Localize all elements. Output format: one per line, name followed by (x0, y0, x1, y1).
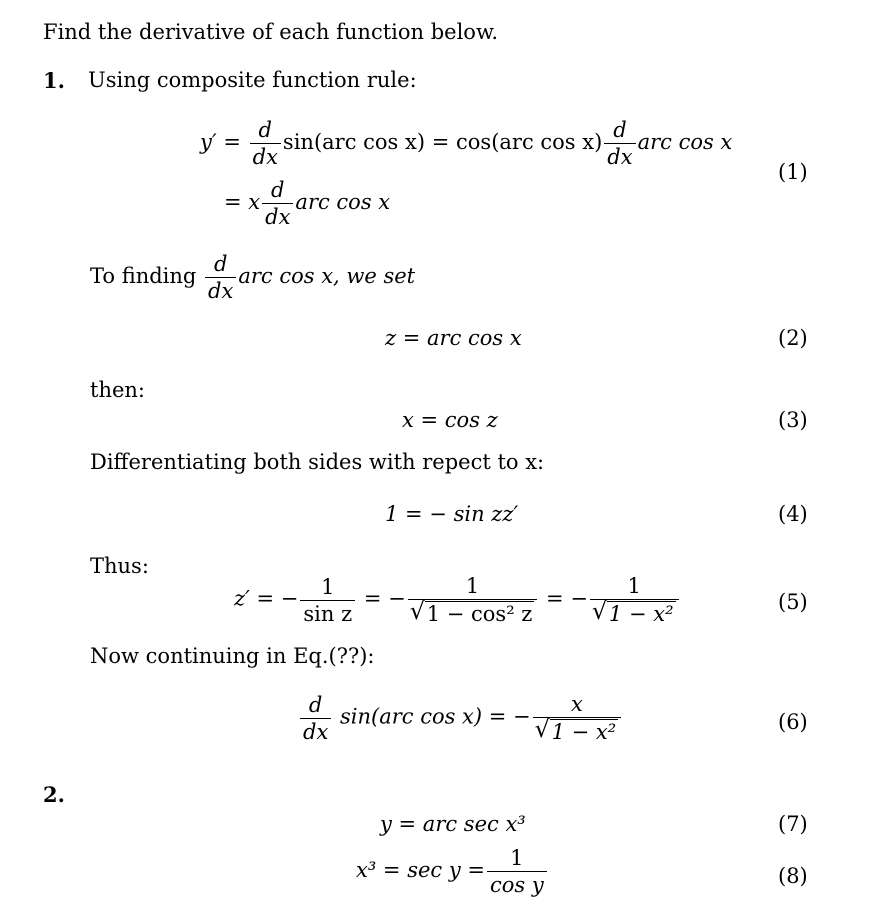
finding-sentence (90, 252, 415, 303)
thus-text: Thus: (90, 554, 149, 578)
equation-5 (234, 574, 681, 626)
frac-denominator: sin z (303, 601, 353, 626)
equation-number-5: (5) (778, 590, 808, 614)
eq1-lhs: y′ (200, 130, 217, 155)
finding-pre: To finding (90, 264, 197, 289)
eq5-fraction-3 (590, 574, 679, 626)
frac-numerator: 1 (487, 846, 547, 872)
frac-denominator: dx (208, 279, 234, 304)
eq1-equals: = (223, 130, 241, 155)
equation-1-line-1 (200, 118, 732, 169)
eq1-arccos-x: arc cos x (637, 130, 733, 155)
finding-post: arc cos x, we set (238, 264, 416, 289)
eq5-mid-2: = − (546, 586, 588, 611)
frac-numerator: d (250, 118, 281, 144)
eq1-equals-2: = (431, 130, 450, 155)
frac-numerator: d (604, 118, 635, 144)
item-1-number: 1. (43, 68, 65, 93)
eq1-d-dx-fraction-2 (604, 118, 635, 169)
equation-number-8: (8) (778, 864, 808, 888)
eq8-lhs: x³ = sec y = (356, 858, 485, 883)
eq5-fraction-1 (300, 575, 355, 626)
sqrt-symbol (593, 601, 676, 626)
frac-numerator: d (300, 693, 331, 719)
equation-7: y = arc sec x³ (380, 812, 526, 836)
eq6-d-dx-fraction (300, 693, 331, 744)
frac-numerator: 1 (408, 574, 538, 600)
frac-numerator: d (205, 252, 236, 278)
equation-number-1: (1) (778, 160, 808, 184)
then-text: then: (90, 378, 145, 402)
sqrt-symbol (536, 719, 619, 744)
equation-number-4: (4) (778, 502, 808, 526)
eq1-d-dx-fraction (250, 118, 281, 169)
sqrt-symbol (411, 601, 535, 626)
eq8-fraction (487, 846, 547, 897)
frac-numerator: d (262, 178, 293, 204)
equation-number-3: (3) (778, 408, 808, 432)
intro-text: Find the derivative of each function below. (43, 20, 499, 44)
item-2-number: 2. (43, 782, 65, 807)
eq1-sin-arccos: sin(arc cos x) (282, 130, 426, 155)
eq5-mid: = − (363, 586, 406, 611)
eq5-lhs: z′ = − (234, 586, 299, 611)
radicand: 1 − x² (608, 602, 674, 627)
equation-number-7: (7) (778, 812, 808, 836)
frac-denominator: dx (252, 145, 278, 170)
equation-number-2: (2) (778, 326, 808, 350)
radicand: 1 − cos² z (426, 602, 533, 627)
eq1-line2-suffix: arc cos x (295, 190, 391, 215)
equation-6 (298, 692, 623, 744)
continuing-text: Now continuing in Eq.(??): (90, 644, 375, 668)
frac-denominator: dx (607, 145, 633, 170)
equation-3: x = cos z (402, 408, 498, 432)
eq6-body: sin(arc cos x) = − (339, 704, 531, 729)
equation-number-6: (6) (778, 710, 808, 734)
frac-numerator: 1 (300, 575, 355, 601)
equation-2: z = arc cos x (385, 326, 522, 350)
eq1-line2-prefix: = x (224, 190, 261, 215)
frac-numerator: 1 (590, 574, 679, 600)
finding-fraction (205, 252, 236, 303)
frac-denominator: dx (303, 719, 329, 744)
differentiating-text: Differentiating both sides with repect to x: (90, 450, 545, 474)
item-1-heading: Using composite function rule: (88, 68, 417, 92)
radicand: 1 − x² (551, 720, 617, 745)
eq6-fraction (533, 692, 622, 744)
eq1-cos-arccos: cos(arc cos x) (456, 130, 603, 155)
equation-4: 1 = − sin zz′ (385, 502, 519, 526)
equation-1-line-2 (224, 178, 390, 229)
frac-denominator: dx (265, 205, 291, 230)
eq5-fraction-2 (408, 574, 538, 626)
eq1-line2-fraction (262, 178, 293, 229)
equation-8 (356, 846, 549, 897)
frac-denominator: cos y (489, 873, 544, 898)
frac-numerator: x (533, 692, 622, 718)
